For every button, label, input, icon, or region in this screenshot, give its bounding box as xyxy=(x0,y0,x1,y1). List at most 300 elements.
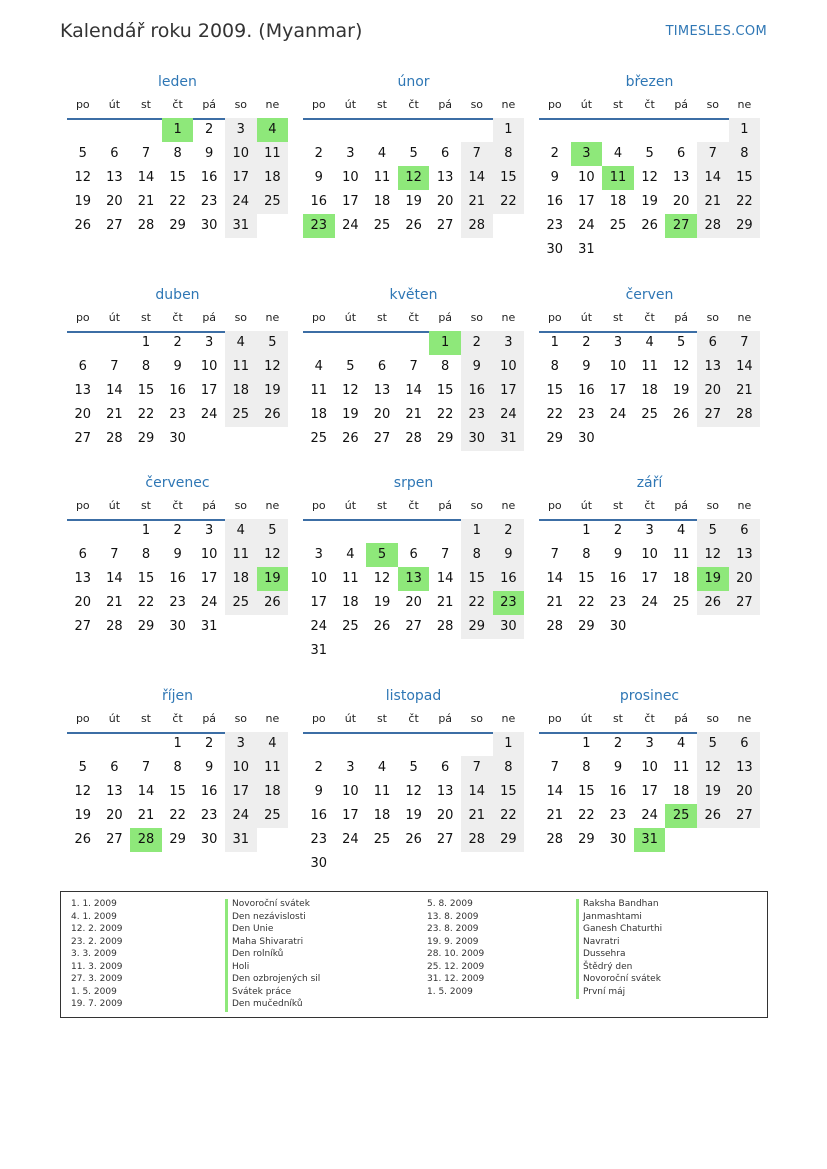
brand-link[interactable]: TIMESLES.COM xyxy=(665,24,767,39)
day-cell: 3 xyxy=(314,547,323,562)
day-cell: 12 xyxy=(672,359,690,374)
legend-dates-left xyxy=(71,899,123,1012)
day-cell: 16 xyxy=(310,194,328,209)
legend-date: 23. 8. 2009 xyxy=(427,924,479,934)
weekday-label: út xyxy=(344,712,357,725)
legend-holiday-name: Novoroční svátek xyxy=(576,974,662,987)
day-cell: 28 xyxy=(461,828,493,852)
day-cell: 19 xyxy=(697,780,729,804)
day-cell: 3 xyxy=(613,335,623,350)
weekday-label: po xyxy=(311,98,326,111)
day-cell: 1 xyxy=(582,736,591,751)
day-cell: 14 xyxy=(106,571,123,586)
day-cell: 23 xyxy=(546,218,564,233)
weekday-label: út xyxy=(580,311,593,324)
day-cell: 14 xyxy=(697,166,729,190)
day-cell: 29 xyxy=(493,828,525,852)
day-cell: 23 xyxy=(609,595,627,610)
day-cell: 29 xyxy=(546,431,564,446)
month-name: leden xyxy=(158,74,197,90)
day-cell: 20 xyxy=(74,407,92,422)
weekday-label: ne xyxy=(501,98,516,111)
day-cell: 3 xyxy=(645,523,654,538)
day-cell: 24 xyxy=(641,595,658,610)
day-cell: 29 xyxy=(578,832,595,847)
month-name: říjen xyxy=(161,688,194,704)
day-cell: 31 xyxy=(200,619,218,634)
day-cell: 23 xyxy=(169,407,186,422)
weekday-header xyxy=(303,499,524,519)
day-cell: 14 xyxy=(137,784,155,799)
weekday-label: pá xyxy=(438,311,453,324)
day-cell: 16 xyxy=(578,383,595,398)
day-cell: 19 xyxy=(257,379,289,403)
day-cell: 27 xyxy=(697,403,729,427)
day-cell: 7 xyxy=(441,547,450,562)
day-cell: 20 xyxy=(74,595,92,610)
weekday-label: so xyxy=(706,712,720,725)
weekday-label: so xyxy=(234,98,248,111)
day-cell: 11 xyxy=(257,756,289,780)
day-cell: 7 xyxy=(110,359,119,374)
day-cell: 14 xyxy=(546,571,564,586)
day-cell: 28 xyxy=(436,619,454,634)
day-cell: 9 xyxy=(613,547,623,562)
day-cell: 17 xyxy=(641,784,658,799)
day-cell: 3 xyxy=(205,523,214,538)
day-cell: 11 xyxy=(373,170,391,185)
day-cell: 22 xyxy=(493,190,525,214)
day-cell: 5 xyxy=(346,359,355,374)
weekday-label: po xyxy=(547,712,562,725)
day-cell: 27 xyxy=(405,619,422,634)
day-cell: 19 xyxy=(74,808,92,823)
day-cell: 22 xyxy=(137,407,155,422)
legend-date: 28. 10. 2009 xyxy=(427,949,485,959)
day-cell: 12 xyxy=(74,170,92,185)
day-cell: 9 xyxy=(582,359,591,374)
day-cell: 21 xyxy=(106,595,123,610)
day-cell: 1 xyxy=(550,335,559,350)
weekday-label: čt xyxy=(644,98,655,111)
day-cell: 6 xyxy=(697,331,729,355)
day-cell: 5 xyxy=(697,519,729,543)
day-cell: 25 xyxy=(373,218,391,233)
day-cell: 22 xyxy=(169,808,186,823)
day-cell: 22 xyxy=(137,595,155,610)
weekday-label: st xyxy=(140,311,151,324)
day-cell: 4 xyxy=(645,335,654,350)
day-cell: 26 xyxy=(672,407,690,422)
day-cell: 31 xyxy=(310,643,328,658)
day-cell: 15 xyxy=(169,170,186,185)
day-cell: 7 xyxy=(697,142,729,166)
weekday-label: ne xyxy=(737,311,752,324)
day-cell: 18 xyxy=(310,407,328,422)
day-cell: 15 xyxy=(137,571,155,586)
day-cell: 23 xyxy=(578,407,595,422)
day-cell: 14 xyxy=(106,383,123,398)
day-cell: 2 xyxy=(613,736,623,751)
day-cell: 5 xyxy=(257,331,289,355)
day-cell: 6 xyxy=(441,146,450,161)
day-cell: 16 xyxy=(461,379,493,403)
day-cell: 4 xyxy=(613,146,623,161)
day-cell: 8 xyxy=(173,146,182,161)
day-cell: 14 xyxy=(546,784,564,799)
day-cell: 21 xyxy=(546,808,564,823)
day-cell: 13 xyxy=(373,383,391,398)
day-cell: 3 xyxy=(346,760,355,775)
day-cell: 20 xyxy=(106,808,123,823)
month-name: srpen xyxy=(393,475,434,491)
legend-holiday-name: Ganesh Chaturthi xyxy=(576,924,662,937)
day-cell: 10 xyxy=(225,756,257,780)
day-cell: 17 xyxy=(310,595,328,610)
header-rule xyxy=(303,732,524,734)
day-cell: 17 xyxy=(200,383,218,398)
day-cell: 13 xyxy=(436,784,454,799)
day-cell: 17 xyxy=(578,194,595,209)
page-title: Kalendář roku 2009. (Myanmar) xyxy=(60,20,363,42)
day-cell: 31 xyxy=(493,427,525,451)
weekday-label: ne xyxy=(265,98,280,111)
day-cell: 1 xyxy=(141,335,151,350)
day-cell: 14 xyxy=(461,780,493,804)
day-cell: 30 xyxy=(310,856,328,871)
weekday-label: pá xyxy=(438,712,453,725)
day-cell: 23 xyxy=(169,595,186,610)
day-cell: 25 xyxy=(225,591,257,615)
legend-holiday-name: Štědrý den xyxy=(576,962,662,975)
day-cell: 24 xyxy=(310,619,328,634)
day-cell: 6 xyxy=(377,359,387,374)
day-cell: 19 xyxy=(405,808,422,823)
day-cell: 15 xyxy=(493,780,525,804)
legend-date: 4. 1. 2009 xyxy=(71,911,117,922)
day-cell: 17 xyxy=(609,383,627,398)
day-cell: 8 xyxy=(582,547,591,562)
day-cell: 20 xyxy=(405,595,422,610)
day-cell: 5 xyxy=(697,732,729,756)
day-cell: 16 xyxy=(493,567,525,591)
day-cell: 14 xyxy=(729,355,761,379)
weekday-label: pá xyxy=(202,499,217,512)
day-cell: 11 xyxy=(310,383,328,398)
legend-date: 1. 5. 2009 xyxy=(427,986,473,997)
month-name: září xyxy=(636,475,663,491)
day-cell: 11 xyxy=(672,547,690,562)
holiday-day-cell: 28 xyxy=(130,828,162,852)
day-cell: 22 xyxy=(461,591,493,615)
day-cell: 24 xyxy=(493,403,525,427)
day-cell: 1 xyxy=(729,118,761,142)
day-cell: 1 xyxy=(582,523,591,538)
day-cell: 13 xyxy=(729,543,761,567)
day-cell: 21 xyxy=(729,379,761,403)
month-name: červenec xyxy=(145,475,210,491)
day-cell: 22 xyxy=(578,808,595,823)
day-cell: 8 xyxy=(141,359,151,374)
day-cell: 15 xyxy=(436,383,454,398)
day-cell: 29 xyxy=(169,832,186,847)
weekday-header xyxy=(539,98,760,118)
day-cell: 17 xyxy=(225,166,257,190)
weekday-header xyxy=(67,311,288,331)
day-cell: 26 xyxy=(697,591,729,615)
legend-holiday-name: Den mučedníků xyxy=(225,999,320,1012)
day-cell: 4 xyxy=(677,523,686,538)
day-cell: 28 xyxy=(697,214,729,238)
legend-date: 19. 7. 2009 xyxy=(71,999,123,1009)
weekday-label: st xyxy=(376,311,387,324)
day-cell: 27 xyxy=(106,218,123,233)
day-cell: 30 xyxy=(169,431,186,446)
day-cell: 17 xyxy=(342,194,359,209)
day-cell: 27 xyxy=(74,619,92,634)
weekday-label: st xyxy=(140,98,151,111)
day-cell: 20 xyxy=(729,780,761,804)
day-cell: 28 xyxy=(461,214,493,238)
day-cell: 18 xyxy=(609,194,627,209)
day-cell: 26 xyxy=(373,619,391,634)
weekday-header xyxy=(303,712,524,732)
legend-dates-right xyxy=(427,899,484,999)
weekday-label: po xyxy=(547,98,562,111)
day-cell: 18 xyxy=(373,194,391,209)
weekday-header xyxy=(303,98,524,118)
day-cell: 16 xyxy=(200,170,218,185)
holiday-day-cell: 19 xyxy=(697,567,729,591)
day-cell: 8 xyxy=(141,547,151,562)
day-cell: 19 xyxy=(672,383,690,398)
day-cell: 2 xyxy=(461,331,493,355)
weekday-label: ne xyxy=(501,499,516,512)
day-cell: 10 xyxy=(493,355,525,379)
legend-holiday-name: Novoroční svátek xyxy=(225,899,320,912)
weekday-label: čt xyxy=(408,98,419,111)
weekday-label: so xyxy=(706,98,720,111)
day-cell: 21 xyxy=(546,595,564,610)
weekday-label: út xyxy=(108,712,121,725)
day-cell: 27 xyxy=(106,832,123,847)
weekday-label: čt xyxy=(408,499,419,512)
legend-holiday-name: Janmashtami xyxy=(576,912,662,925)
day-cell: 13 xyxy=(697,355,729,379)
weekday-label: pá xyxy=(202,712,217,725)
day-cell: 7 xyxy=(729,331,761,355)
day-cell: 16 xyxy=(310,808,328,823)
header-rule xyxy=(303,118,524,120)
day-cell: 15 xyxy=(546,383,564,398)
day-cell: 14 xyxy=(405,383,422,398)
day-cell: 27 xyxy=(729,804,761,828)
day-cell: 24 xyxy=(225,190,257,214)
day-cell: 5 xyxy=(78,760,87,775)
weekday-label: čt xyxy=(408,712,419,725)
holiday-day-cell: 4 xyxy=(257,118,289,142)
weekday-label: čt xyxy=(172,499,183,512)
day-cell: 30 xyxy=(578,431,595,446)
day-cell: 10 xyxy=(310,571,328,586)
day-cell: 20 xyxy=(729,567,761,591)
holiday-day-cell: 27 xyxy=(665,214,697,238)
day-cell: 30 xyxy=(461,427,493,451)
day-cell: 24 xyxy=(578,218,595,233)
day-cell: 12 xyxy=(697,756,729,780)
day-cell: 2 xyxy=(205,736,214,751)
weekday-label: st xyxy=(612,499,623,512)
weekday-label: so xyxy=(706,311,720,324)
day-cell: 28 xyxy=(729,403,761,427)
day-cell: 24 xyxy=(609,407,627,422)
day-cell: 10 xyxy=(200,359,218,374)
legend-date: 12. 2. 2009 xyxy=(71,924,123,934)
day-cell: 11 xyxy=(225,543,257,567)
day-cell: 15 xyxy=(578,571,595,586)
weekday-label: st xyxy=(140,712,151,725)
day-cell: 31 xyxy=(578,242,595,257)
day-cell: 5 xyxy=(409,146,418,161)
weekday-label: čt xyxy=(644,499,655,512)
legend-holiday-name: Den Unie xyxy=(225,924,320,937)
holiday-day-cell: 19 xyxy=(257,567,289,591)
weekday-header xyxy=(539,311,760,331)
day-cell: 20 xyxy=(436,194,454,209)
day-cell: 18 xyxy=(373,808,391,823)
day-cell: 21 xyxy=(697,190,729,214)
day-cell: 13 xyxy=(672,170,690,185)
day-cell: 13 xyxy=(106,784,123,799)
day-cell: 16 xyxy=(609,784,627,799)
day-cell: 1 xyxy=(173,736,182,751)
day-cell: 30 xyxy=(609,619,627,634)
day-cell: 26 xyxy=(74,832,92,847)
day-cell: 13 xyxy=(74,383,92,398)
day-cell: 5 xyxy=(78,146,87,161)
day-cell: 2 xyxy=(550,146,559,161)
day-cell: 18 xyxy=(225,379,257,403)
legend-holiday-name: Den ozbrojených sil xyxy=(225,974,320,987)
day-cell: 27 xyxy=(436,218,454,233)
day-cell: 21 xyxy=(461,804,493,828)
weekday-label: so xyxy=(470,311,484,324)
legend-holiday-name: Den nezávislosti xyxy=(225,912,320,925)
day-cell: 23 xyxy=(200,194,218,209)
weekday-label: út xyxy=(108,311,121,324)
day-cell: 3 xyxy=(225,118,257,142)
day-cell: 2 xyxy=(205,122,214,137)
day-cell: 1 xyxy=(141,523,151,538)
day-cell: 14 xyxy=(461,166,493,190)
day-cell: 11 xyxy=(257,142,289,166)
day-cell: 28 xyxy=(137,218,155,233)
day-cell: 9 xyxy=(461,355,493,379)
weekday-label: pá xyxy=(674,98,689,111)
day-cell: 29 xyxy=(436,431,454,446)
legend-date: 1. 5. 2009 xyxy=(71,986,117,997)
day-cell: 18 xyxy=(672,784,690,799)
day-cell: 5 xyxy=(677,335,686,350)
day-cell: 19 xyxy=(641,194,658,209)
day-cell: 3 xyxy=(225,732,257,756)
day-cell: 8 xyxy=(173,760,182,775)
day-cell: 7 xyxy=(550,547,559,562)
day-cell: 26 xyxy=(405,218,422,233)
day-cell: 17 xyxy=(200,571,218,586)
weekday-label: út xyxy=(580,712,593,725)
day-cell: 28 xyxy=(106,619,123,634)
day-cell: 4 xyxy=(677,736,686,751)
weekday-label: ne xyxy=(737,712,752,725)
weekday-label: pá xyxy=(674,499,689,512)
weekday-label: ne xyxy=(737,499,752,512)
holiday-day-cell: 1 xyxy=(162,118,194,142)
day-cell: 4 xyxy=(377,146,387,161)
day-cell: 27 xyxy=(729,591,761,615)
day-cell: 21 xyxy=(137,808,155,823)
day-cell: 26 xyxy=(74,218,92,233)
weekday-label: út xyxy=(580,499,593,512)
legend-date: 1. 1. 2009 xyxy=(71,899,117,909)
day-cell: 10 xyxy=(342,170,359,185)
weekday-label: út xyxy=(344,499,357,512)
day-cell: 12 xyxy=(257,355,289,379)
legend-holiday-name: Dussehra xyxy=(576,949,662,962)
day-cell: 28 xyxy=(546,619,564,634)
day-cell: 10 xyxy=(641,760,658,775)
weekday-label: st xyxy=(376,98,387,111)
day-cell: 25 xyxy=(342,619,359,634)
day-cell: 12 xyxy=(641,170,658,185)
legend-date: 27. 3. 2009 xyxy=(71,974,123,984)
day-cell: 22 xyxy=(546,407,564,422)
legend-date: 13. 8. 2009 xyxy=(427,911,479,922)
weekday-label: ne xyxy=(265,712,280,725)
legend-date: 11. 3. 2009 xyxy=(71,961,123,972)
day-cell: 12 xyxy=(257,543,289,567)
day-cell: 12 xyxy=(697,543,729,567)
legend-names-right xyxy=(576,899,662,999)
holiday-day-cell: 31 xyxy=(634,828,666,852)
day-cell: 4 xyxy=(225,519,257,543)
day-cell: 8 xyxy=(582,760,591,775)
day-cell: 10 xyxy=(342,784,359,799)
weekday-label: st xyxy=(612,311,623,324)
day-cell: 12 xyxy=(405,784,422,799)
day-cell: 10 xyxy=(609,359,627,374)
weekday-label: so xyxy=(470,499,484,512)
day-cell: 2 xyxy=(314,146,323,161)
month-name: červen xyxy=(625,287,674,303)
legend-date: 23. 2. 2009 xyxy=(71,936,123,947)
day-cell: 15 xyxy=(578,784,595,799)
day-cell: 12 xyxy=(342,383,359,398)
day-cell: 8 xyxy=(550,359,559,374)
weekday-header xyxy=(539,499,760,519)
weekday-label: st xyxy=(612,712,623,725)
weekday-label: st xyxy=(140,499,151,512)
day-cell: 28 xyxy=(405,431,422,446)
weekday-header xyxy=(67,712,288,732)
weekday-label: út xyxy=(108,98,121,111)
weekday-label: pá xyxy=(438,499,453,512)
day-cell: 7 xyxy=(141,146,151,161)
day-cell: 14 xyxy=(137,170,155,185)
day-cell: 23 xyxy=(310,832,328,847)
weekday-label: so xyxy=(470,98,484,111)
day-cell: 16 xyxy=(169,383,186,398)
